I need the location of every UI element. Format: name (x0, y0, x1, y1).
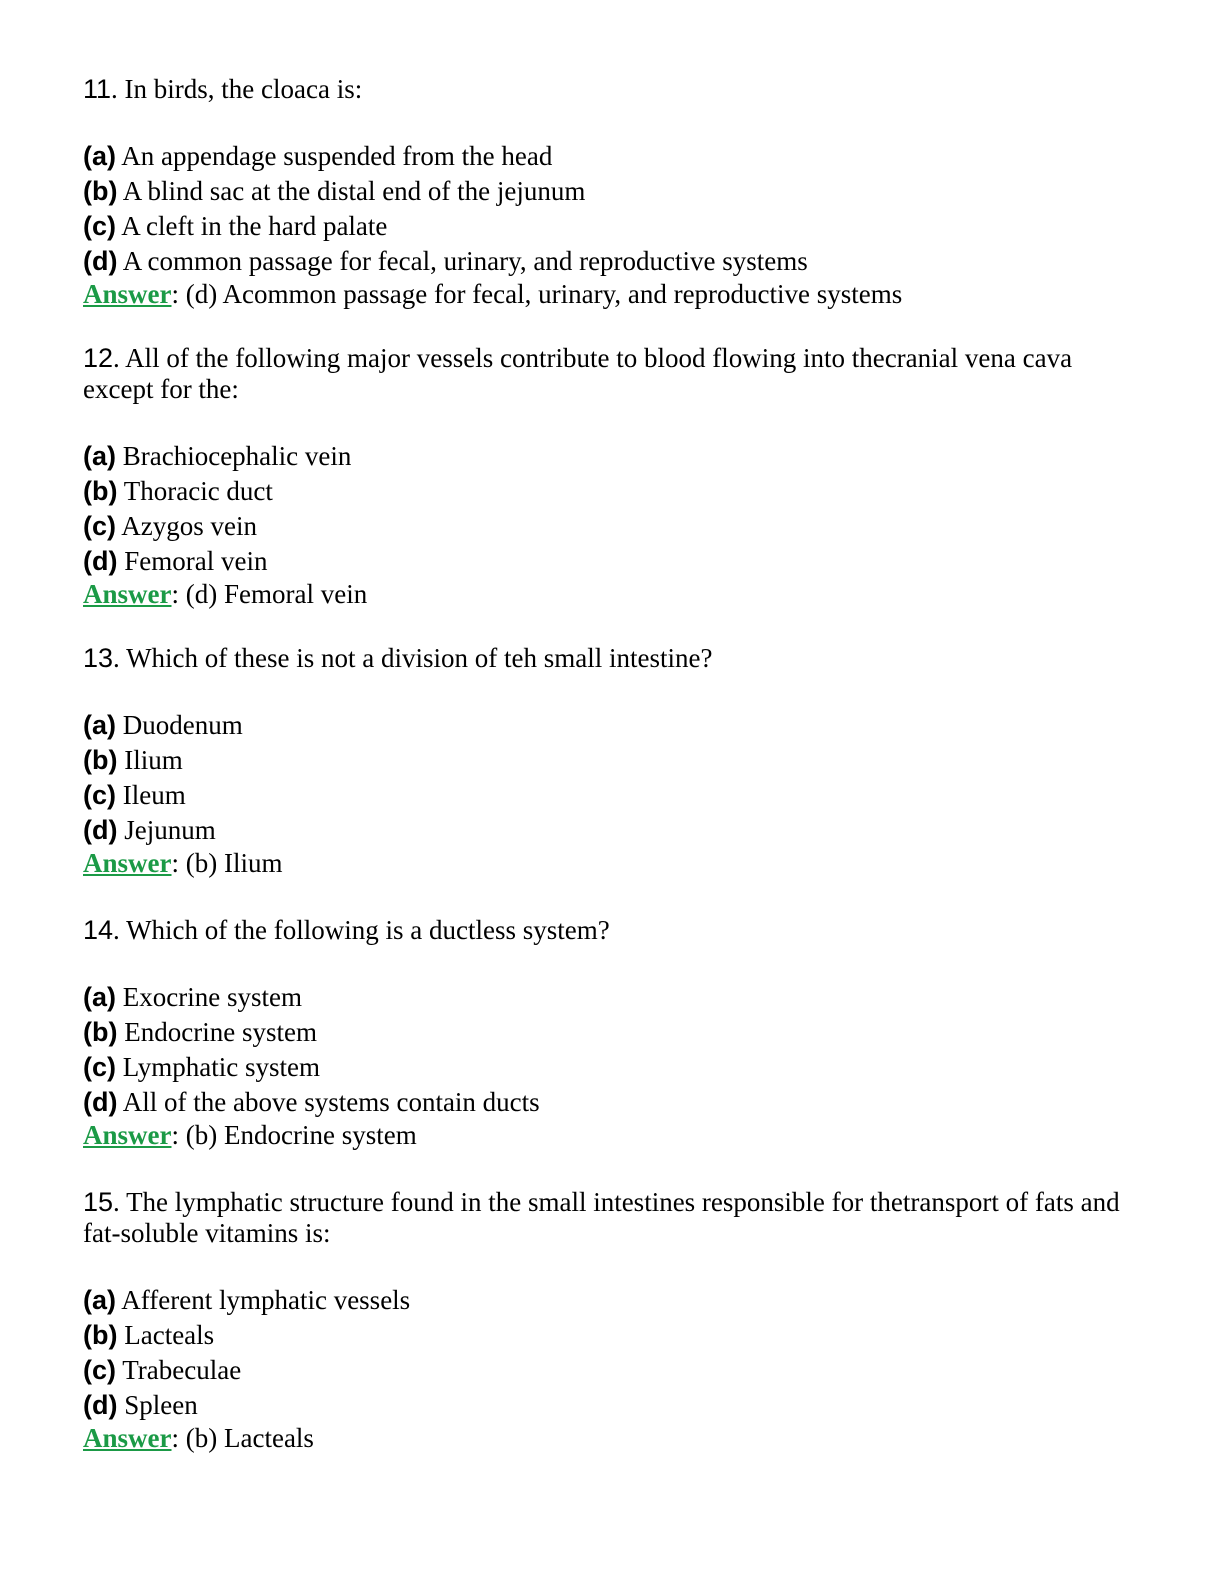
option-text: A common passage for fecal, urinary, and reproductive systems (122, 246, 808, 276)
answer-text: (b) Lacteals (185, 1423, 314, 1453)
option-text: Azygos vein (121, 511, 257, 541)
options-list (83, 439, 1143, 579)
question-text: Which of the following is a ductless system? (126, 915, 610, 945)
question-text: Which of these is not a division of teh small intestine? (126, 643, 713, 673)
question-number: 12 (83, 343, 114, 373)
option-b (83, 1015, 1143, 1050)
option-letter: (c) (83, 1052, 116, 1082)
option-a (83, 980, 1143, 1015)
answer-line: Answer: (b) Endocrine system (83, 1120, 417, 1150)
option-text: Duodenum (122, 710, 243, 740)
option-letter: (b) (83, 176, 118, 206)
option-text: Lymphatic system (122, 1052, 320, 1082)
option-letter: (a) (83, 141, 116, 171)
option-letter: (a) (83, 982, 116, 1012)
question-14 (83, 915, 1143, 1150)
option-letter: (d) (83, 546, 118, 576)
answer-text: (d) Femoral vein (185, 579, 368, 609)
option-c (83, 1050, 1143, 1085)
option-letter: (b) (83, 745, 118, 775)
option-letter: (d) (83, 1087, 118, 1117)
question-stem: 11. In birds, the cloaca is: (83, 74, 363, 104)
answer-label: Answer (83, 579, 172, 609)
question-11 (83, 74, 1143, 309)
question-stem: 15. The lymphatic structure found in the small intestines responsible for thetransport of fats and fat-soluble vitamins is: (83, 1187, 1120, 1248)
option-c (83, 778, 1143, 813)
option-letter: (c) (83, 780, 116, 810)
option-b (83, 474, 1143, 509)
option-letter: (d) (83, 246, 118, 276)
answer-line: Answer: (d) Femoral vein (83, 579, 368, 609)
options-list (83, 980, 1143, 1120)
question-number: 15 (83, 1187, 114, 1217)
question-15 (83, 1187, 1143, 1453)
option-b (83, 743, 1143, 778)
option-text: Spleen (124, 1390, 198, 1420)
option-text: Ilium (124, 745, 183, 775)
question-number: 13 (83, 643, 114, 673)
options-list (83, 139, 1143, 279)
option-d (83, 544, 1143, 579)
option-d (83, 1085, 1143, 1120)
option-text: Endocrine system (124, 1017, 317, 1047)
option-letter: (d) (83, 815, 118, 845)
option-text: Ileum (122, 780, 186, 810)
answer-line: Answer: (b) Ilium (83, 848, 283, 878)
option-c (83, 209, 1143, 244)
option-text: Brachiocephalic vein (122, 441, 352, 471)
question-text: In birds, the cloaca is: (124, 74, 363, 104)
option-b (83, 174, 1143, 209)
option-letter: (c) (83, 1355, 116, 1385)
answer-label: Answer (83, 279, 172, 309)
question-text: All of the following major vessels contribute to blood flowing into thecranial vena cava except for the: (83, 343, 1073, 404)
option-b (83, 1318, 1143, 1353)
option-a (83, 439, 1143, 474)
question-number: 14 (83, 915, 114, 945)
option-text: A cleft in the hard palate (121, 211, 388, 241)
option-text: Femoral vein (124, 546, 268, 576)
question-12 (83, 343, 1143, 609)
question-number: 11 (83, 74, 112, 104)
options-list (83, 708, 1143, 848)
option-letter: (a) (83, 710, 116, 740)
option-text: An appendage suspended from the head (121, 141, 553, 171)
answer-label: Answer (83, 1120, 172, 1150)
option-letter: (c) (83, 211, 116, 241)
option-text: Exocrine system (122, 982, 302, 1012)
answer-label: Answer (83, 1423, 172, 1453)
option-d (83, 813, 1143, 848)
option-letter: (b) (83, 1017, 118, 1047)
option-letter: (d) (83, 1390, 118, 1420)
option-d (83, 1388, 1143, 1423)
option-c (83, 1353, 1143, 1388)
option-letter: (c) (83, 511, 116, 541)
question-stem: 14. Which of the following is a ductless system? (83, 915, 610, 945)
option-text: Trabeculae (122, 1355, 242, 1385)
option-text: A blind sac at the distal end of the jejunum (122, 176, 586, 206)
answer-text: (b) Ilium (185, 848, 283, 878)
answer-line: Answer: (b) Lacteals (83, 1423, 314, 1453)
option-letter: (a) (83, 441, 116, 471)
question-13 (83, 643, 1143, 878)
options-list (83, 1283, 1143, 1423)
option-text: Lacteals (124, 1320, 215, 1350)
option-letter: (b) (83, 1320, 118, 1350)
option-a (83, 139, 1143, 174)
answer-label: Answer (83, 848, 172, 878)
option-text: Jejunum (124, 815, 216, 845)
question-stem: 12. All of the following major vessels contribute to blood flowing into thecranial vena cava except for the: (83, 343, 1073, 404)
option-letter: (b) (83, 476, 118, 506)
answer-line: Answer: (d) Acommon passage for fecal, urinary, and reproductive systems (83, 279, 903, 309)
option-letter: (a) (83, 1285, 116, 1315)
answer-text: (b) Endocrine system (185, 1120, 417, 1150)
option-a (83, 708, 1143, 743)
question-text: The lymphatic structure found in the small intestines responsible for thetransport of fats and fat-soluble vitamins is: (83, 1187, 1120, 1248)
option-text: Thoracic duct (123, 476, 273, 506)
option-a (83, 1283, 1143, 1318)
option-c (83, 509, 1143, 544)
option-text: All of the above systems contain ducts (122, 1087, 540, 1117)
option-d (83, 244, 1143, 279)
question-stem: 13. Which of these is not a division of teh small intestine? (83, 643, 713, 673)
option-text: Afferent lymphatic vessels (121, 1285, 411, 1315)
answer-text: (d) Acommon passage for fecal, urinary, and reproductive systems (185, 279, 903, 309)
